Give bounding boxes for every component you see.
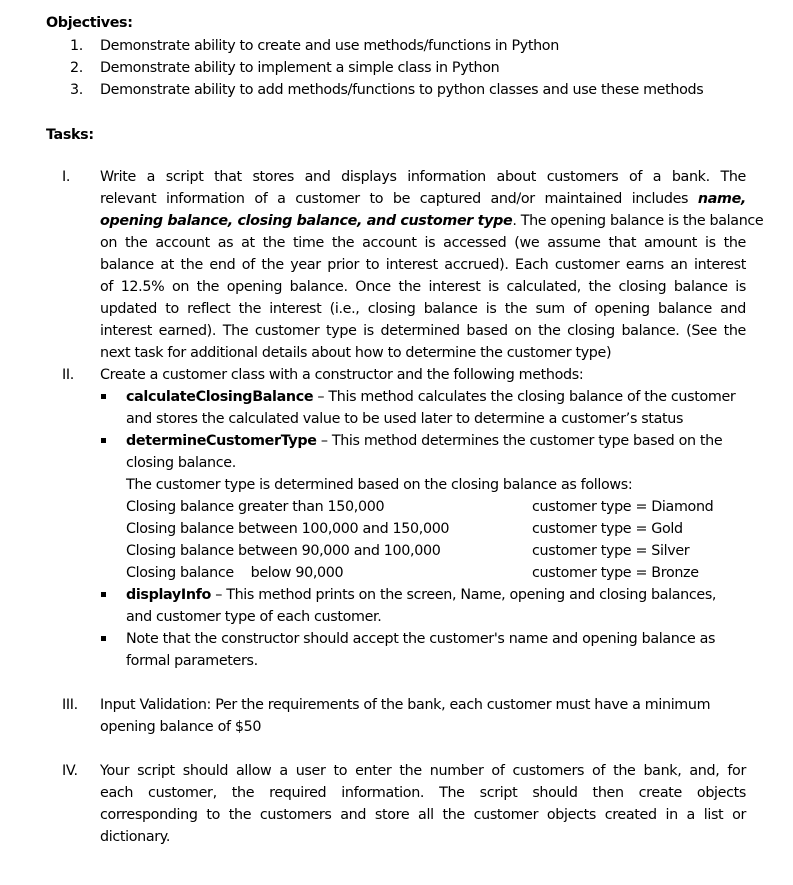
tasks-heading: Tasks: [46, 127, 94, 143]
task-text-line: interest earned). The customer type is determined based on the closing balance. (See the [100, 323, 746, 339]
rule-condition: Closing balance between 100,000 and 150,000 [126, 521, 450, 537]
objectives-heading: Objectives: [46, 15, 133, 31]
task-text-segment: . The opening balance is the balance [512, 213, 764, 229]
task-number: IV. [62, 763, 78, 779]
task-text-line: Your script should allow a user to enter the number of customers of the bank, and, for [100, 763, 746, 779]
method-description: closing balance. [126, 455, 236, 471]
objective-text: Demonstrate ability to add methods/functions to python classes and use these methods [100, 82, 704, 98]
rule-result: customer type = Silver [532, 543, 690, 559]
method-name: determineCustomerType [126, 433, 317, 449]
task-text-line: dictionary. [100, 829, 171, 845]
emphasis-text: name, [697, 191, 746, 207]
method-text: – This method calculates the closing balance of the customer [313, 389, 736, 405]
objective-number: 3. [70, 82, 83, 98]
task-text-line: corresponding to the customers and store all the customer objects created in a list or [100, 807, 746, 823]
method-text: – This method prints on the screen, Name, opening and closing balances, [211, 587, 717, 603]
rule-result: customer type = Gold [532, 521, 683, 537]
task-text-segment: relevant information of a customer to be captured and/or maintained includes [100, 191, 689, 207]
rules-intro: The customer type is determined based on the closing balance as follows: [126, 477, 633, 493]
task-number: I. [62, 169, 71, 185]
task-text-line: Create a customer class with a constructor and the following methods: [100, 367, 584, 383]
bullet-icon [101, 592, 106, 597]
note-text: formal parameters. [126, 653, 258, 669]
objective-text: Demonstrate ability to create and use methods/functions in Python [100, 38, 559, 54]
task-text-line: Input Validation: Per the requirements of the bank, each customer must have a minimum [100, 697, 711, 713]
task-text-line: balance at the end of the year prior to interest accrued). Each customer earns an interest [100, 257, 746, 273]
method-description [126, 430, 722, 452]
rule-result: customer type = Diamond [532, 499, 714, 515]
method-name: displayInfo [126, 587, 211, 603]
rule-condition: Closing balance between 90,000 and 100,000 [126, 543, 441, 559]
task-number: III. [62, 697, 78, 713]
method-description: and customer type of each customer. [126, 609, 382, 625]
rule-condition: Closing balance below 90,000 [126, 565, 344, 581]
objective-number: 2. [70, 60, 83, 76]
task-text-line: on the account as at the time the account is accessed (we assume that amount is the [100, 235, 746, 251]
task-text-line [100, 188, 746, 210]
objective-number: 1. [70, 38, 83, 54]
rule-result: customer type = Bronze [532, 565, 699, 581]
rule-condition: Closing balance greater than 150,000 [126, 499, 385, 515]
method-description [126, 584, 716, 606]
method-description: and stores the calculated value to be used later to determine a customer’s status [126, 411, 684, 427]
task-text-line: each customer, the required information. The script should then create objects [100, 785, 746, 801]
method-description [126, 386, 735, 408]
note-text: Note that the constructor should accept the customer's name and opening balance as [126, 631, 716, 647]
method-name: calculateClosingBalance [126, 389, 314, 405]
bullet-icon [101, 438, 106, 443]
task-number: II. [62, 367, 74, 383]
bullet-icon [101, 394, 106, 399]
task-text-line: of 12.5% on the opening balance. Once the interest is calculated, the closing balance is [100, 279, 746, 295]
bullet-icon [101, 636, 106, 641]
emphasis-text: opening balance, closing balance, and customer type [100, 213, 513, 229]
task-text-line [100, 210, 764, 232]
objective-text: Demonstrate ability to implement a simple class in Python [100, 60, 500, 76]
task-text-line: Write a script that stores and displays information about customers of a bank. The [100, 169, 746, 185]
task-text-line: updated to reflect the interest (i.e., closing balance is the sum of opening balance and [100, 301, 746, 317]
task-text-line: opening balance of $50 [100, 719, 262, 735]
method-text: – This method determines the customer type based on the [316, 433, 723, 449]
task-text-line: next task for additional details about how to determine the customer type) [100, 345, 612, 361]
